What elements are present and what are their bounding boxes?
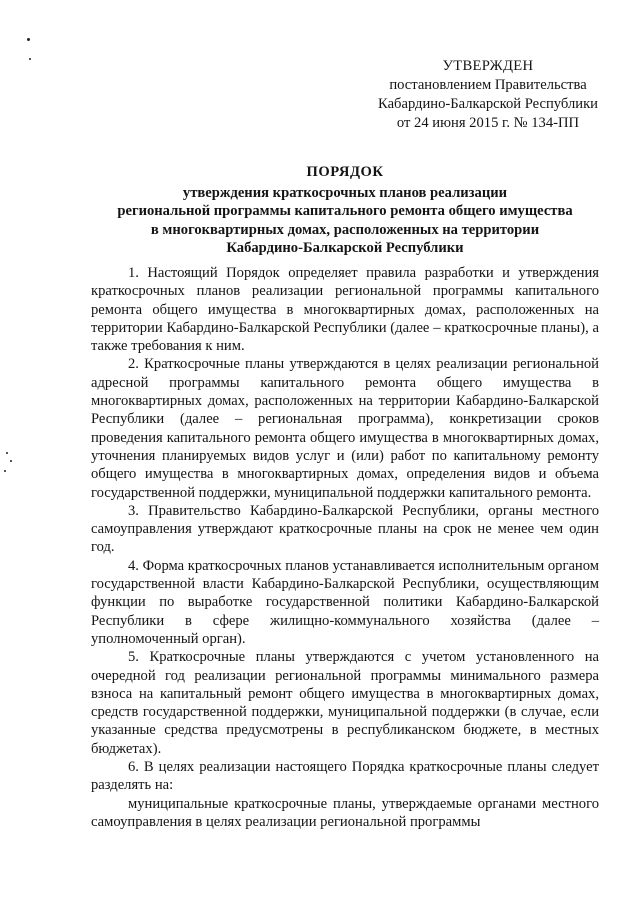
- scan-speck: [4, 470, 6, 472]
- paragraph-6-item-1: муниципальные краткосрочные планы, утверждаемые органами местного самоуправления в целях реализации региональной программы: [91, 795, 599, 830]
- document-subtitle-line: в многоквартирных домах, расположенных на территории: [150, 221, 540, 238]
- approval-heading: УТВЕРЖДЕН: [442, 58, 534, 74]
- scan-speck: [6, 452, 8, 454]
- paragraph-1: 1. Настоящий Порядок определяет правила разработки и утверждения краткосрочных планов реализации региональной программы капитального ремонта общего имущества в многоквартирных домах, расположенных на территории Кабардино-Балкарской Республики (далее – краткосрочные планы), а также требования к ним.: [91, 265, 599, 355]
- approval-line: от 24 июня 2015 г. № 134-ПП: [396, 115, 580, 131]
- paragraph-4: 4. Форма краткосрочных планов устанавливается исполнительным органом государственной власти Кабардино-Балкарской Республики, осуществляющим функции по выработке государственной политики Кабардино-Балкарской Республики в сфере жилищно-коммунального хозяйства (далее – уполномоченный орган).: [91, 557, 599, 647]
- scan-speck: [29, 58, 31, 60]
- scan-speck: [27, 38, 30, 41]
- paragraph-6: 6. В целях реализации настоящего Порядка краткосрочные планы следует разделять на:: [91, 759, 599, 794]
- document-subtitle-line: региональной программы капитального ремонта общего имущества: [117, 203, 573, 220]
- scan-speck: [10, 460, 12, 462]
- paragraph-2: 2. Краткосрочные планы утверждаются в целях реализации региональной адресной программы капитального ремонта общего имущества в многоквартирных домах, расположенных на территории Кабардино-Балкарской Республики (далее – региональная программа), конкретизации сроков проведения капитального ремонта общего имущества в многоквартирных домах, уточнения планируемых видов услуг и (или) работ по капитальному ремонту общего имущества в многоквартирных домах, определения видов и объема государственной поддержки, муниципальной поддержки капитального ремонта.: [91, 356, 599, 501]
- paragraph-5: 5. Краткосрочные планы утверждаются с учетом установленного на очередной год реализации региональной программы минимального размера взноса на капитальный ремонт общего имущества в многоквартирных домах, средств государственной поддержки, муниципальной поддержки (в случае, если указанные средства предусмотрены в республиканском бюджете, в местных бюджетах).: [91, 649, 599, 757]
- document-subtitle-line: утверждения краткосрочных планов реализации: [182, 184, 508, 201]
- approval-block: [372, 57, 604, 133]
- approval-line: постановлением Правительства: [389, 77, 587, 93]
- document-subtitle-line: Кабардино-Балкарской Республики: [226, 240, 464, 257]
- approval-line: Кабардино-Балкарской Республики: [378, 96, 598, 112]
- document-body: [91, 264, 599, 831]
- document-title: ПОРЯДОК: [306, 164, 384, 180]
- document-title-block: [90, 163, 600, 258]
- paragraph-3: 3. Правительство Кабардино-Балкарской Республики, органы местного самоуправления утверждают краткосрочные планы на срок не менее чем один год.: [91, 502, 599, 556]
